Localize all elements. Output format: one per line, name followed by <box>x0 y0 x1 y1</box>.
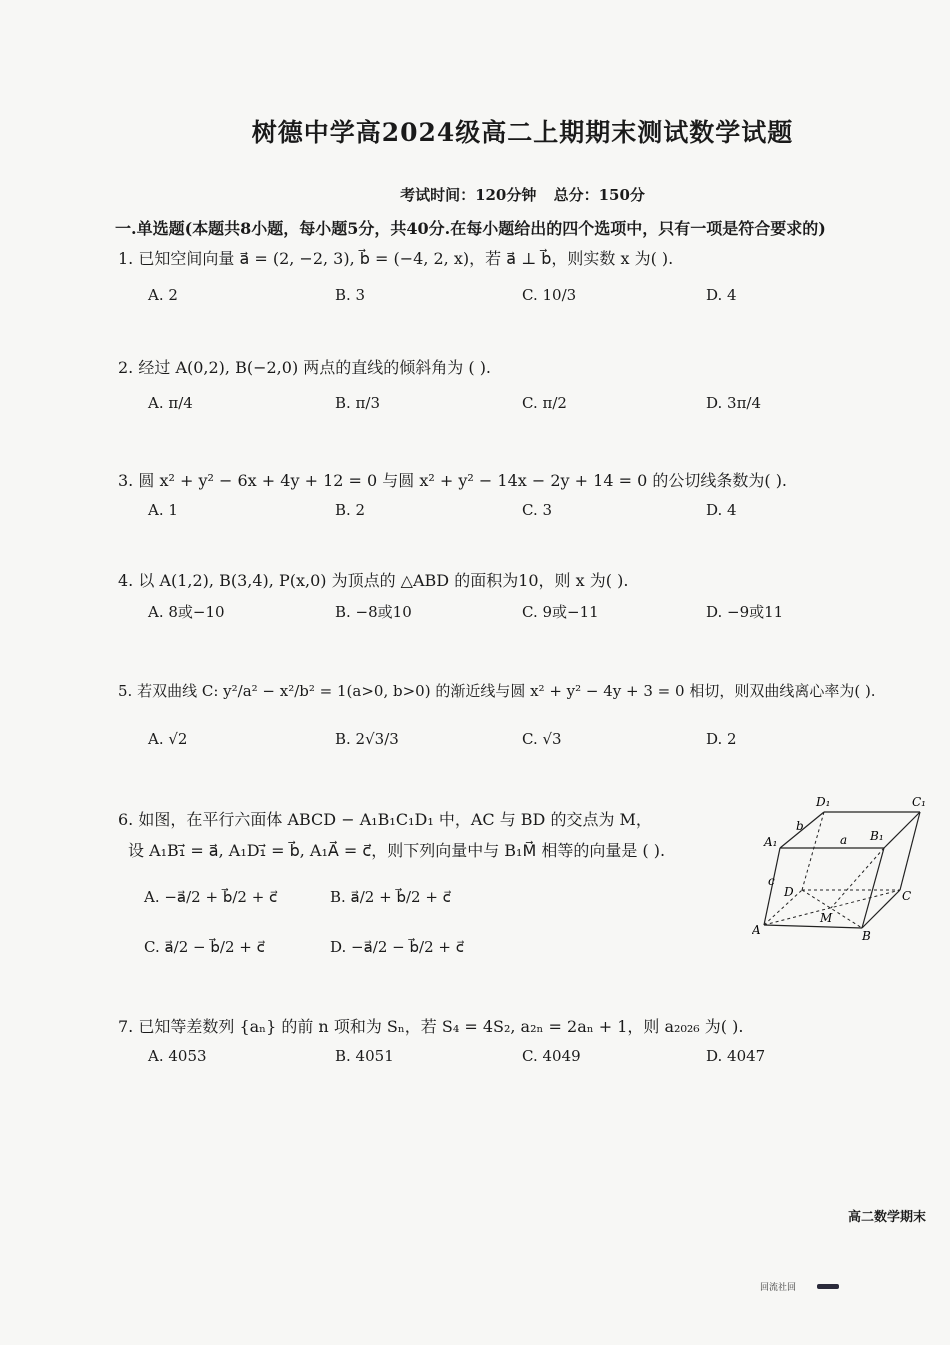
question-5-stem: 5. 若双曲线 C: y²/a² − x²/b² = 1(a>0, b>0) 的渐近线与圆 x² + y² − 4y + 3 = 0 相切，则双曲线离心率为( ). <box>118 682 876 700</box>
label-d1: D₁ <box>816 795 831 809</box>
label-b-vector: b <box>796 819 804 833</box>
label-m: M <box>820 911 833 925</box>
question-6-stem: 6. 如图，在平行六面体 ABCD − A₁B₁C₁D₁ 中，AC 与 BD 的交点为 M， <box>118 810 652 829</box>
question-1-stem: 1. 已知空间向量 a⃗ = (2, −2, 3), b⃗ = (−4, 2, x)，若 a⃗ ⊥ b⃗，则实数 x 为( ). <box>118 249 674 268</box>
q1-option-b: B. 3 <box>335 286 366 304</box>
q3-option-a: A. 1 <box>148 501 178 519</box>
q2-option-a: A. π/4 <box>148 394 193 412</box>
q1-option-a: A. 2 <box>148 286 178 304</box>
parallelepiped-figure <box>752 790 932 950</box>
q1-option-d: D. 4 <box>706 286 737 304</box>
qr-mark <box>817 1284 839 1289</box>
label-a-vector: a <box>840 833 848 847</box>
page-title: 树德中学高2024级高二上期期末测试数学试题 <box>251 118 794 147</box>
q3-option-b: B. 2 <box>335 501 366 519</box>
page-footer: 高二数学期末 <box>847 1210 926 1225</box>
q3-option-c: C. 3 <box>522 501 553 519</box>
q5-option-a: A. √2 <box>148 730 188 748</box>
qr-caption: 回流社回 <box>760 1283 797 1293</box>
q7-option-b: B. 4051 <box>335 1047 394 1065</box>
q6-option-a: A. −a⃗/2 + b⃗/2 + c⃗ <box>144 888 278 906</box>
label-c-vector: c <box>768 874 775 888</box>
label-b: B <box>862 929 871 943</box>
q4-option-b: B. −8或10 <box>335 603 412 621</box>
q6-option-d: D. −a⃗/2 − b⃗/2 + c⃗ <box>330 938 464 956</box>
exam-time: 考试时间：120分钟 <box>400 186 537 204</box>
label-c: C <box>902 889 912 903</box>
question-2-stem: 2. 经过 A(0,2), B(−2,0) 两点的直线的倾斜角为 ( ). <box>118 358 492 377</box>
question-7-stem: 7. 已知等差数列 {aₙ} 的前 n 项和为 Sₙ，若 S₄ = 4S₂, a₂ₙ = 2aₙ + 1，则 a₂₀₂₆ 为( ). <box>118 1017 744 1036</box>
exam-score: 总分：150分 <box>553 186 645 204</box>
q5-option-b: B. 2√3/3 <box>335 730 399 748</box>
question-6-stem-2: 设 A₁B₁⃗ = a⃗, A₁D₁⃗ = b⃗, A₁A⃗ = c⃗，则下列向量中与 B₁M⃗ 相等的向量是 ( ). <box>128 841 666 860</box>
q5-option-d: D. 2 <box>706 730 737 748</box>
q2-option-c: C. π/2 <box>522 394 567 412</box>
label-b1: B₁ <box>870 829 884 843</box>
label-c1: C₁ <box>912 795 926 809</box>
q2-option-b: B. π/3 <box>335 394 381 412</box>
q7-option-d: D. 4047 <box>706 1047 766 1065</box>
q2-option-d: D. 3π/4 <box>706 394 762 412</box>
q7-option-a: A. 4053 <box>148 1047 207 1065</box>
q1-option-c: C. 10/3 <box>522 286 577 304</box>
q4-option-d: D. −9或11 <box>706 603 784 621</box>
q6-option-c: C. a⃗/2 − b⃗/2 + c⃗ <box>144 938 265 956</box>
q7-option-c: C. 4049 <box>522 1047 581 1065</box>
q3-option-d: D. 4 <box>706 501 737 519</box>
section-heading: 一.单选题(本题共8小题，每小题5分，共40分.在每小题给出的四个选项中，只有一项是符合要求的) <box>115 219 826 238</box>
label-d: D <box>784 885 794 899</box>
exam-meta <box>0 184 950 205</box>
q5-option-c: C. √3 <box>522 730 562 748</box>
q6-option-b: B. a⃗/2 + b⃗/2 + c⃗ <box>330 888 451 906</box>
question-3-stem: 3. 圆 x² + y² − 6x + 4y + 12 = 0 与圆 x² + y² − 14x − 2y + 14 = 0 的公切线条数为( ). <box>118 471 788 490</box>
label-a: A <box>752 923 761 937</box>
label-a1: A₁ <box>764 835 778 849</box>
q4-option-c: C. 9或−11 <box>522 603 599 621</box>
q4-option-a: A. 8或−10 <box>148 603 225 621</box>
question-4-stem: 4. 以 A(1,2), B(3,4), P(x,0) 为顶点的 △ABD 的面积为10，则 x 为( ). <box>118 571 629 590</box>
